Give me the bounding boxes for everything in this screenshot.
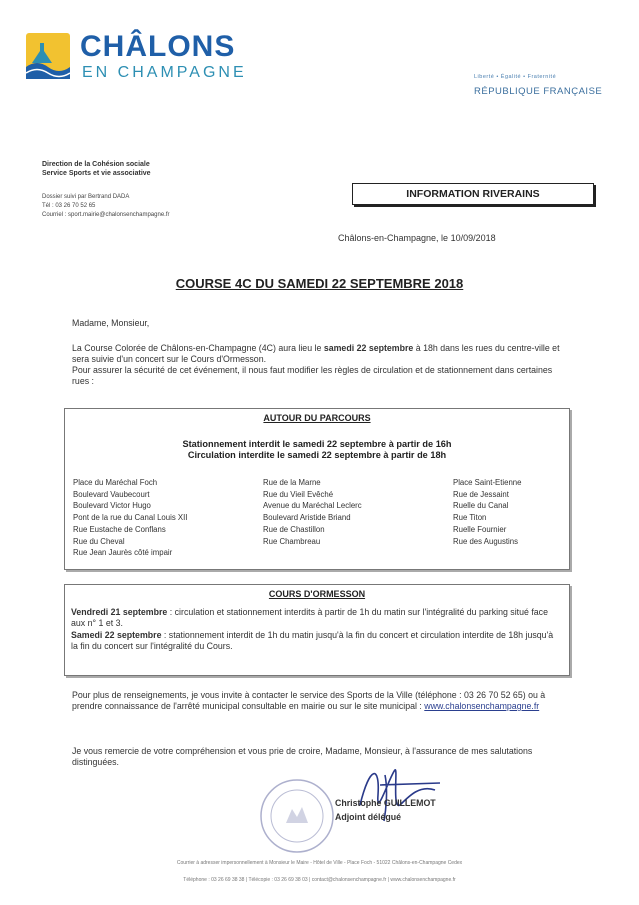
info-riverains-box: INFORMATION RIVERAINS xyxy=(352,183,594,205)
street-item: Avenue du Maréchal Leclerc xyxy=(263,501,362,511)
street-item: Boulevard Vaubecourt xyxy=(73,489,150,499)
street-item: Rue des Augustins xyxy=(453,536,519,546)
intro-text-end: à 18h dans les rues du centre-ville et sera suivie d'un concert sur le Cours d'Ormesson. xyxy=(72,343,560,364)
signatory-role: Adjoint délégué xyxy=(335,812,401,822)
street-item: Place du Maréchal Foch xyxy=(73,478,158,487)
street-item: Rue de la Marne xyxy=(263,478,321,487)
intro-text: La Course Colorée de Châlons-en-Champagne (4C) aura lieu le xyxy=(72,343,324,353)
parcours-box xyxy=(64,408,570,570)
contact-tel: Tél : 03 26 70 52 65 xyxy=(42,203,96,209)
friday-label: Vendredi 21 septembre xyxy=(71,607,168,617)
street-item: Rue du Vieil Evêché xyxy=(263,489,334,499)
friday-text: : circulation et stationnement interdits à partir de 1h du matin sur l'intégralité du parking situé face aux n° 1 et 3. xyxy=(71,607,548,628)
sender-direction: Direction de la Cohésion sociale xyxy=(42,161,150,168)
street-item: Rue de Chastillon xyxy=(263,524,325,534)
intro-date: samedi 22 septembre xyxy=(323,343,414,353)
ormesson-friday xyxy=(71,607,561,629)
ormesson-title: COURS D'ORMESSON xyxy=(268,589,366,599)
intro-paragraph xyxy=(72,343,567,387)
republic-motto: Liberté • Égalité • Fraternité xyxy=(474,74,557,80)
saturday-text: : stationnement interdit de 1h du matin jusqu'à la fin du concert et circulation interdite de 18h jusqu'à la fin du concert sur l'intégralité du Cours. xyxy=(71,630,554,651)
sender-block xyxy=(42,160,151,178)
saturday-label: Samedi 22 septembre xyxy=(71,630,162,640)
closing-regards: Je vous remercie de votre compréhension et vous prie de croire, Madame, Monsieur, à l'assurance de mes salutations distinguées. xyxy=(72,746,533,767)
contact-dossier: Dossier suivi par Bertrand DADA xyxy=(42,194,130,200)
street-column-2 xyxy=(263,477,362,547)
street-item: Pont de la rue du Canal Louis XII xyxy=(73,513,188,523)
salutation: Madame, Monsieur, xyxy=(72,318,150,328)
street-item: Rue Eustache de Conflans xyxy=(73,524,166,534)
parcours-title: AUTOUR DU PARCOURS xyxy=(263,413,371,423)
street-item: Ruelle Fournier xyxy=(453,524,507,534)
street-item: Ruelle du Canal xyxy=(453,501,509,511)
website-link[interactable]: www.chalonsenchampagne.fr xyxy=(424,701,540,711)
street-item: Rue Titon xyxy=(453,513,487,523)
footer-address: Courrier à adresser impersonnellement à Monsieur le Maire - Hôtel de Ville - Place Foch - 51022 Châlons-en-Champagne Cedex xyxy=(176,860,463,866)
city-logo-icon xyxy=(26,33,70,79)
republic-name: RÉPUBLIQUE FRANÇAISE xyxy=(474,86,603,97)
logo-title: CHÂLONS xyxy=(80,30,236,63)
place-date: Châlons-en-Champagne, le 10/09/2018 xyxy=(338,233,496,243)
closing-text: Pour plus de renseignements, je vous invite à contacter le service des Sports de la Ville (téléphone : 03 26 70 52 65) ou à prendre connaissance de l'arrêté municipal consultable en mairie ou sur le site municipal : xyxy=(72,690,546,711)
page-title: COURSE 4C DU SAMEDI 22 SEPTEMBRE 2018 xyxy=(175,276,464,291)
official-stamp-icon xyxy=(258,777,336,855)
street-item: Rue de Jessaint xyxy=(453,489,509,499)
street-item: Rue Jean Jaurès côté impair xyxy=(73,548,173,558)
parcours-traffic-ban: Circulation interdite le samedi 22 septembre à partir de 18h xyxy=(187,450,447,460)
ormesson-saturday xyxy=(71,630,561,652)
closing-info xyxy=(72,690,567,712)
sender-service: Service Sports et vie associative xyxy=(42,170,151,177)
street-item: Rue Chambreau xyxy=(263,536,321,546)
ormesson-box xyxy=(64,584,570,676)
street-item: Boulevard Aristide Briand xyxy=(263,513,351,523)
street-column-3 xyxy=(453,477,521,547)
contact-block xyxy=(42,193,169,220)
logo-subtitle: EN CHAMPAGNE xyxy=(82,64,247,81)
street-item: Rue du Cheval xyxy=(73,536,125,546)
contact-email: Courriel : sport.mairie@chalonsenchampagne.fr xyxy=(42,212,170,218)
footer-contacts: Téléphone : 03 26 69 38 38 | Télécopie : 03 26 69 38 03 | contact@chalonsenchampagne.fr | www.chalonsenchampagne.fr xyxy=(183,877,456,883)
street-item: Boulevard Victor Hugo xyxy=(73,501,151,511)
intro-safety-text: Pour assurer la sécurité de cet événement, il nous faut modifier les règles de circulation et de stationnement dans certaines rues : xyxy=(72,365,553,386)
street-item: Place Saint-Etienne xyxy=(453,478,522,487)
parcours-parking-ban: Stationnement interdit le samedi 22 septembre à partir de 16h xyxy=(182,439,452,449)
signatory-name: Christophe GUILLEMOT xyxy=(335,798,436,808)
street-column-1 xyxy=(73,477,187,559)
